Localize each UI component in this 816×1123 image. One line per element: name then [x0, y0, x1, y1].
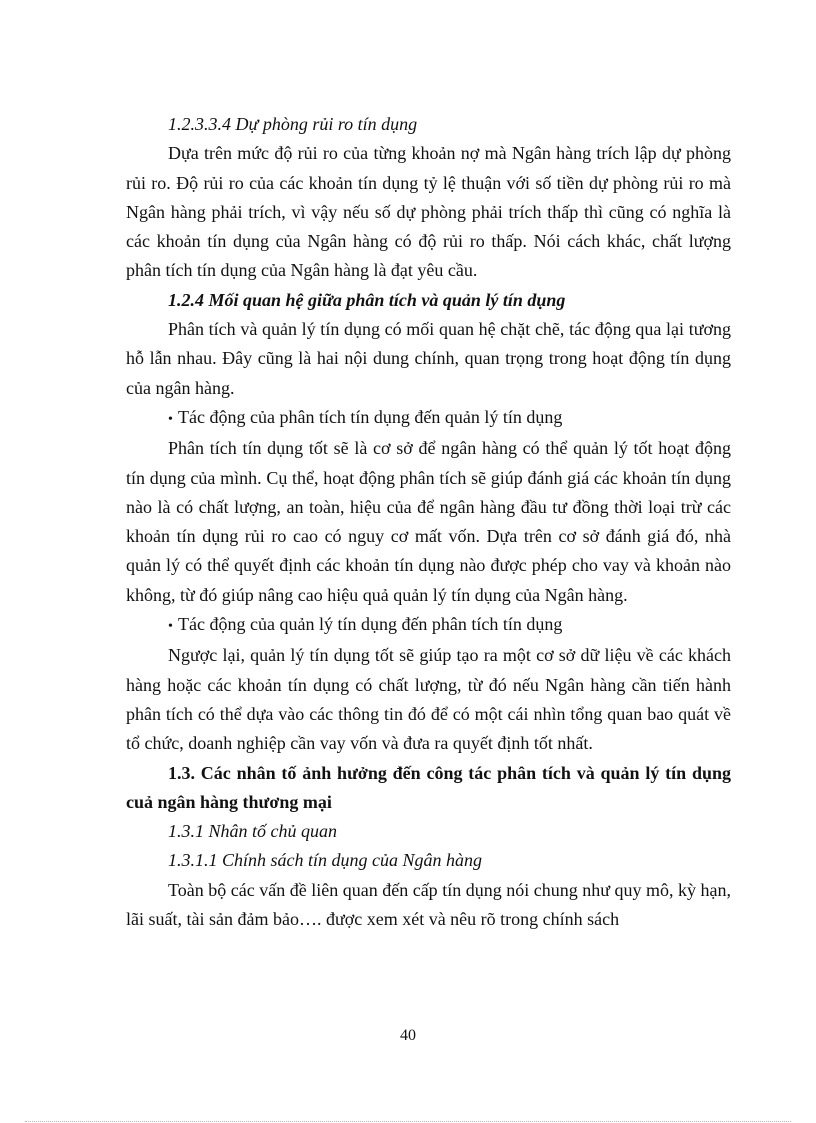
- paragraph-tac-dong-phan-tich: Phân tích tín dụng tốt sẽ là cơ sở để ngân hàng có thể quản lý tốt hoạt động tín dụng của mình. Cụ thể, hoạt động phân tích sẽ giúp đánh giá các khoản tín dụng nào là có chất lượng, an toàn, hiệu của để ngân hàng đầu tư đồng thời loại trừ các khoản tín dụng rủi ro cao có nguy cơ mất vốn. Dựa trên cơ sở đánh giá đó, nhà quản lý có thể quyết định các khoản tín dụng nào được phép cho vay và khoản nào không, từ đó giúp nâng cao hiệu quả quản lý tín dụng của Ngân hàng.: [126, 438, 731, 605]
- bullet-item-2: [126, 610, 731, 641]
- bullet-title-1: Tác động của phân tích tín dụng đến quản lý tín dụng: [178, 406, 563, 427]
- bullet-title-2: Tác động của quản lý tín dụng đến phân tích tín dụng: [178, 614, 563, 635]
- section-heading-1-3-1-1: 1.3.1.1 Chính sách tín dụng của Ngân hàng: [168, 850, 482, 871]
- section-heading-1-3-1: 1.3.1 Nhân tố chủ quan: [168, 821, 337, 842]
- page-number: 40: [400, 1027, 416, 1044]
- paragraph-moi-quan-he: Phân tích và quản lý tín dụng có mối quan hệ chặt chẽ, tác động qua lại tương hỗ lẫn nhau. Đây cũng là hai nội dung chính, quan trọng trong hoạt động tín dụng của ngân hàng.: [126, 319, 731, 398]
- document-page: [126, 110, 731, 934]
- paragraph-chinh-sach-tin-dung: Toàn bộ các vấn đề liên quan đến cấp tín dụng nói chung như quy mô, kỳ hạn, lãi suất, tài sản đảm bảo…. được xem xét và nêu rõ trong chính sách: [126, 879, 731, 930]
- section-heading-1-2-3-3-4: 1.2.3.3.4 Dự phòng rủi ro tín dụng: [168, 114, 418, 134]
- bullet-item-1: [126, 403, 731, 434]
- paragraph-du-phong-rui-ro: Dựa trên mức độ rủi ro của từng khoản nợ mà Ngân hàng trích lập dự phòng rủi ro. Độ rủi ro của các khoản tín dụng tỷ lệ thuận với số tiền dự phòng rủi ro mà Ngân hàng phải trích, vì vậy nếu số dự phòng phải trích thấp thì cũng có nghĩa là các khoản tín dụng của Ngân hàng có độ rủi ro thấp. Nói cách khác, chất lượng phân tích tín dụng của Ngân hàng là đạt yêu cầu.: [126, 143, 731, 281]
- paragraph-tac-dong-quan-ly: Ngược lại, quản lý tín dụng tốt sẽ giúp tạo ra một cơ sở dữ liệu về các khách hàng hoặc các khoản tín dụng có chất lượng, từ đó nếu Ngân hàng cần tiến hành phân tích có thể dựa vào các thông tin đó để có một cái nhìn tổng quan bao quát về tổ chức, doanh nghiệp cần vay vốn và đưa ra quyết định tốt nhất.: [126, 645, 731, 754]
- bullet-icon: •: [168, 411, 173, 427]
- page-bottom-divider: [25, 1121, 791, 1122]
- bullet-icon: •: [168, 619, 173, 635]
- section-heading-1-3: 1.3. Các nhân tố ảnh hưởng đến công tác phân tích và quản lý tín dụng cuả ngân hàng thương mại: [126, 762, 731, 812]
- section-heading-1-2-4: 1.2.4 Mối quan hệ giữa phân tích và quản lý tín dụng: [168, 289, 566, 310]
